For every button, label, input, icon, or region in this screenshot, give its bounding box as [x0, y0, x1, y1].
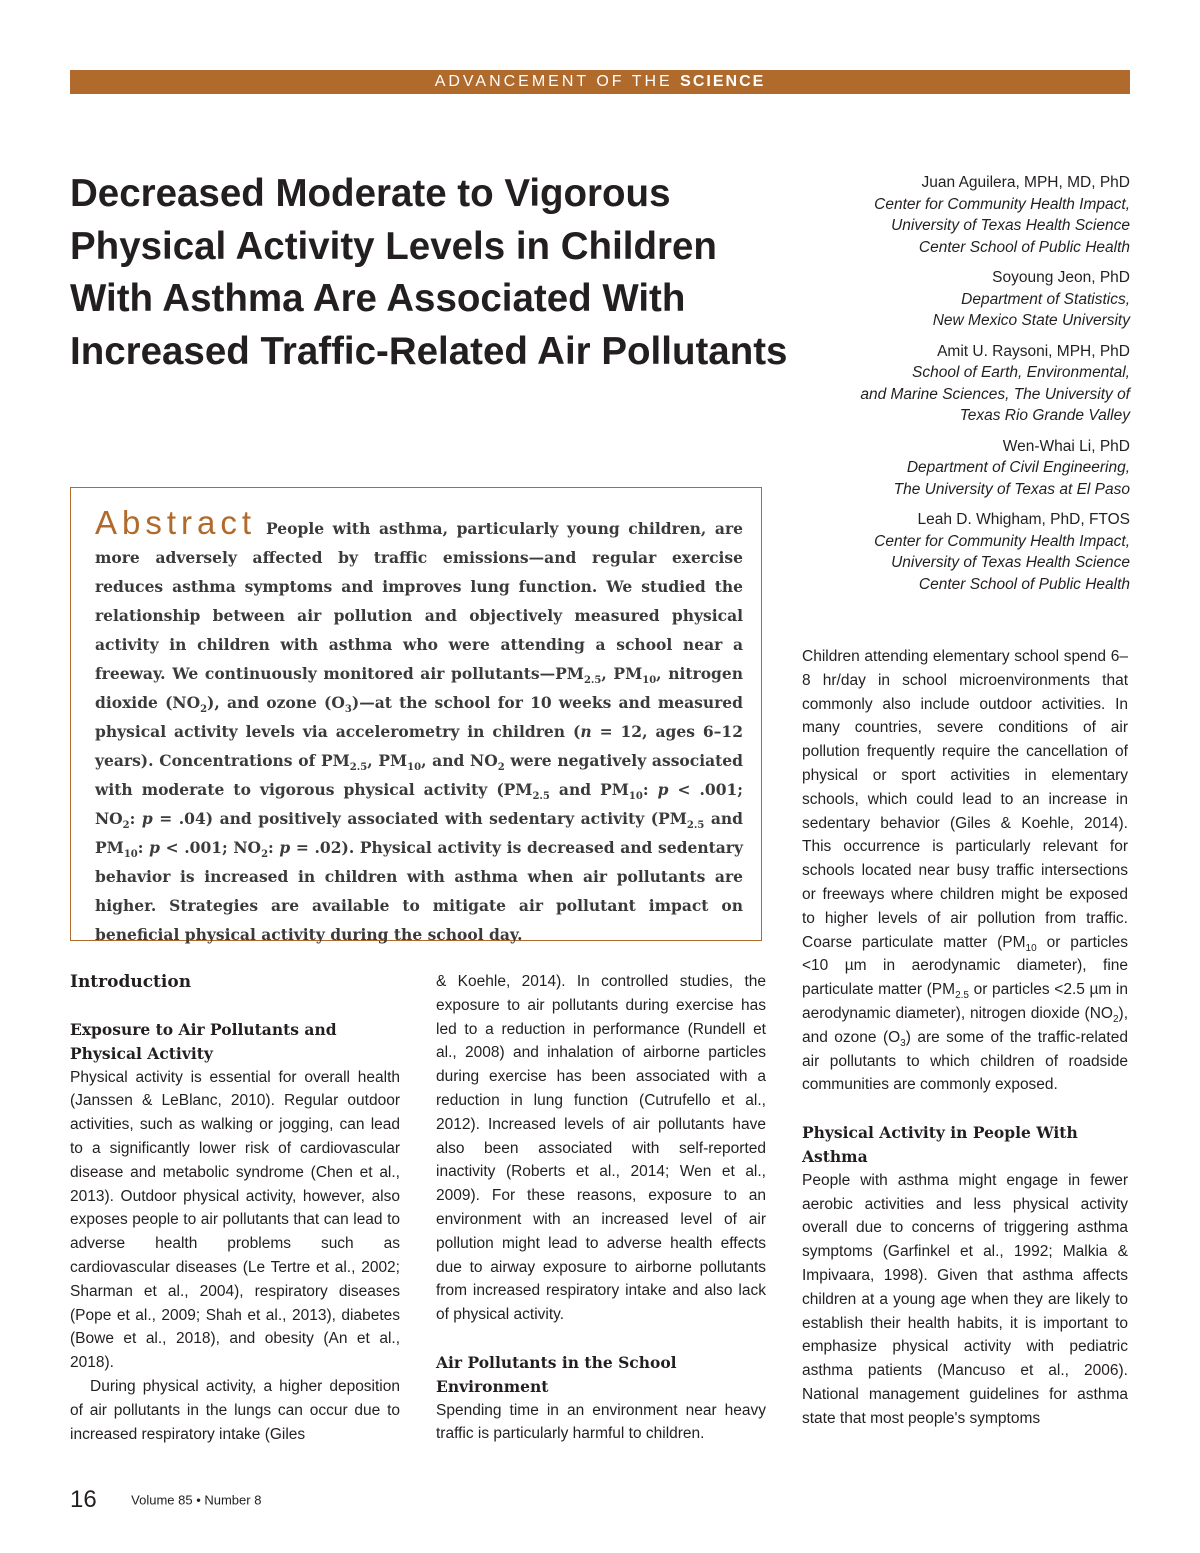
column-1 — [70, 970, 400, 1446]
paragraph: & Koehle, 2014). In controlled studies, the exposure to air pollutants during exercise has led to a reduction in performance (Rundell et al., 2008) and inhalation of airborne particles during exercise has been associated with a reduction in lung function (Cutrufello et al., 2012). Increased levels of air pollutants have also been associated with self-reported inactivity (Roberts et al., 2014; Wen et al., 2009). For these reasons, exposure to an environment with an increased level of air pollution might lead to adverse health effects due to airway exposure to airborne pollutants from increased respiratory intake and also lack of physical activity. — [436, 973, 766, 1324]
abstract-heading: Abstract — [95, 504, 257, 541]
abstract-box: Abstract People with asthma, particularly young children, are more adversely affected by traffic emissions—and regular exercise reduces asthma symptoms and improves lung function. We studied the relationship between air pollution and objectively measured physical activity in children with asthma who were attending a school near a freeway. We continuously monitored air $pollutants—PM_{2.5}$, $PM_{10}$, nitrogen dioxide $(NO_2)$, and ozone $(O_3)—at$ the school for 10 weeks and measured physical activity levels via accelerometry in children (n = 12, ages 6–12 years). Concentrations of $PM_{2.5}$, $PM_{10}$, and $NO_2$ were negatively associated with moderate to vigorous physical activity ($PM_{2.5}$ and $PM_{10}$: p < .001; $NO_2$: p = .04) and positively associated with sedentary activity ($PM_{2.5}$ and $PM_{10}$: p < .001; $NO_2$: p = .02). Physical activity is decreased and sedentary behavior is increased in children with asthma when air pollutants are higher. Strategies are available to mitigate air pollutant impact on beneficial physical activity during the school day. — [70, 487, 762, 941]
author-list — [770, 172, 1130, 604]
subsection-heading-exposure: Exposure to Air Pollutants and Physical Activity — [70, 1020, 337, 1063]
subsection-heading-school: Air Pollutants in the School Environment — [436, 1352, 677, 1396]
author-name: Juan Aguilera, MPH, MD, PhD — [921, 174, 1130, 191]
author-affiliation: Department of Statistics, — [961, 290, 1130, 308]
author-entry — [770, 172, 1130, 258]
banner-label: ADVANCEMENT OF THE — [434, 73, 673, 90]
section-banner — [70, 70, 1130, 94]
author-affiliation: Center for Community Health Impact, — [874, 195, 1130, 213]
author-affiliation: Center School of Public Health — [918, 238, 1130, 256]
paragraph: People with asthma might engage in fewer aerobic activities and less physical activity overall due to concerns of triggering asthma symptoms (Garfinkel et al., 1992; Malkia & Impivaara, 1998). Given that asthma affects children at a young age when they are likely to establish their health habits, it is important to emphasize physical activity with pediatric asthma patients (Mancuso et al., 2006). National management guidelines for asthma state that most people's symptoms — [802, 1171, 1128, 1427]
paragraph: Children attending elementary school spend 6–8 hr/day in school microenvironments that commonly also include outdoor activities. In many countries, severe conditions of air pollution frequently require the cancellation of physical or sport activities in elementary schools, which could lead to an increase in sedentary behavior (Giles & Koehle, 2014). This occurrence is particularly relevant for schools located near busy traffic intersections or freeways where children might be exposed to higher levels of air pollution from traffic. Coarse particulate matter ($PM_{10}$ or particles <10 µm in aerodynamic diameter), fine particulate matter ($PM_{2.5}$ or particles <2.5 µm in aerodynamic diameter), nitrogen dioxide $(NO_2)$, and ozone $(O_3)$ are some of the traffic-related air pollutants to which children of roadside communities are commonly exposed. — [802, 648, 1128, 1094]
author-affiliation: Texas Rio Grande Valley — [959, 407, 1130, 424]
paragraph: Spending time in an environment near heavy traffic is particularly harmful to children. — [436, 1401, 766, 1443]
author-entry — [770, 436, 1130, 501]
author-affiliation: and Marine Sciences, The University of — [860, 385, 1130, 403]
author-affiliation: University of Texas Health Science — [891, 217, 1130, 234]
banner-label-bold: SCIENCE — [680, 73, 766, 90]
page-footer — [70, 1486, 261, 1514]
article-title: Decreased Moderate to Vigorous Physical Activity Levels in Children With Asthma Are Associated With Increased Traffic-Related Air Pollutants — [70, 172, 788, 373]
author-affiliation: New Mexico State University — [932, 312, 1130, 329]
author-affiliation: School of Earth, Environmental, — [912, 364, 1130, 381]
page-number: 16 — [70, 1486, 97, 1513]
author-affiliation: The University of Texas at El Paso — [893, 480, 1130, 498]
author-name: Amit U. Raysoni, MPH, PhD — [937, 342, 1130, 360]
author-name: Leah D. Whigham, PhD, FTOS — [917, 511, 1130, 528]
paragraph: Physical activity is essential for overall health (Janssen & LeBlanc, 2010). Regular outdoor activities, such as walking or jogging, can lead to a significantly lower risk of cardiovascular disease and metabolic syndrome (Chen et al., 2013). Outdoor physical activity, however, also exposes people to air pollutants that can lead to adverse health problems such as cardiovascular diseases (Le Tertre et al., 2002; Sharman et al., 2004), respiratory diseases (Pope et al., 2009; Shah et al., 2013), diabetes (Bowe et al., 2018), and obesity (An et al., 2018). — [70, 1068, 400, 1372]
column-3 — [802, 645, 1128, 1431]
author-affiliation: Center for Community Health Impact, — [874, 532, 1130, 550]
volume-info: Volume 85 • Number 8 — [131, 1492, 262, 1508]
subsection-heading-asthma: Physical Activity in People With Asthma — [802, 1123, 1078, 1166]
author-affiliation: University of Texas Health Science — [891, 554, 1130, 571]
author-name: Wen-Whai Li, PhD — [1002, 437, 1130, 455]
section-heading-introduction: Introduction — [70, 972, 192, 992]
author-name: Soyoung Jeon, PhD — [992, 269, 1130, 286]
column-2 — [436, 970, 766, 1446]
author-entry — [770, 509, 1130, 595]
author-affiliation: Department of Civil Engineering, — [906, 459, 1130, 476]
author-entry — [770, 341, 1130, 427]
paragraph: During physical activity, a higher deposition of air pollutants in the lungs can occur due to increased respiratory intake (Giles — [70, 1377, 400, 1443]
author-affiliation: Center School of Public Health — [918, 575, 1130, 593]
author-entry — [770, 267, 1130, 332]
